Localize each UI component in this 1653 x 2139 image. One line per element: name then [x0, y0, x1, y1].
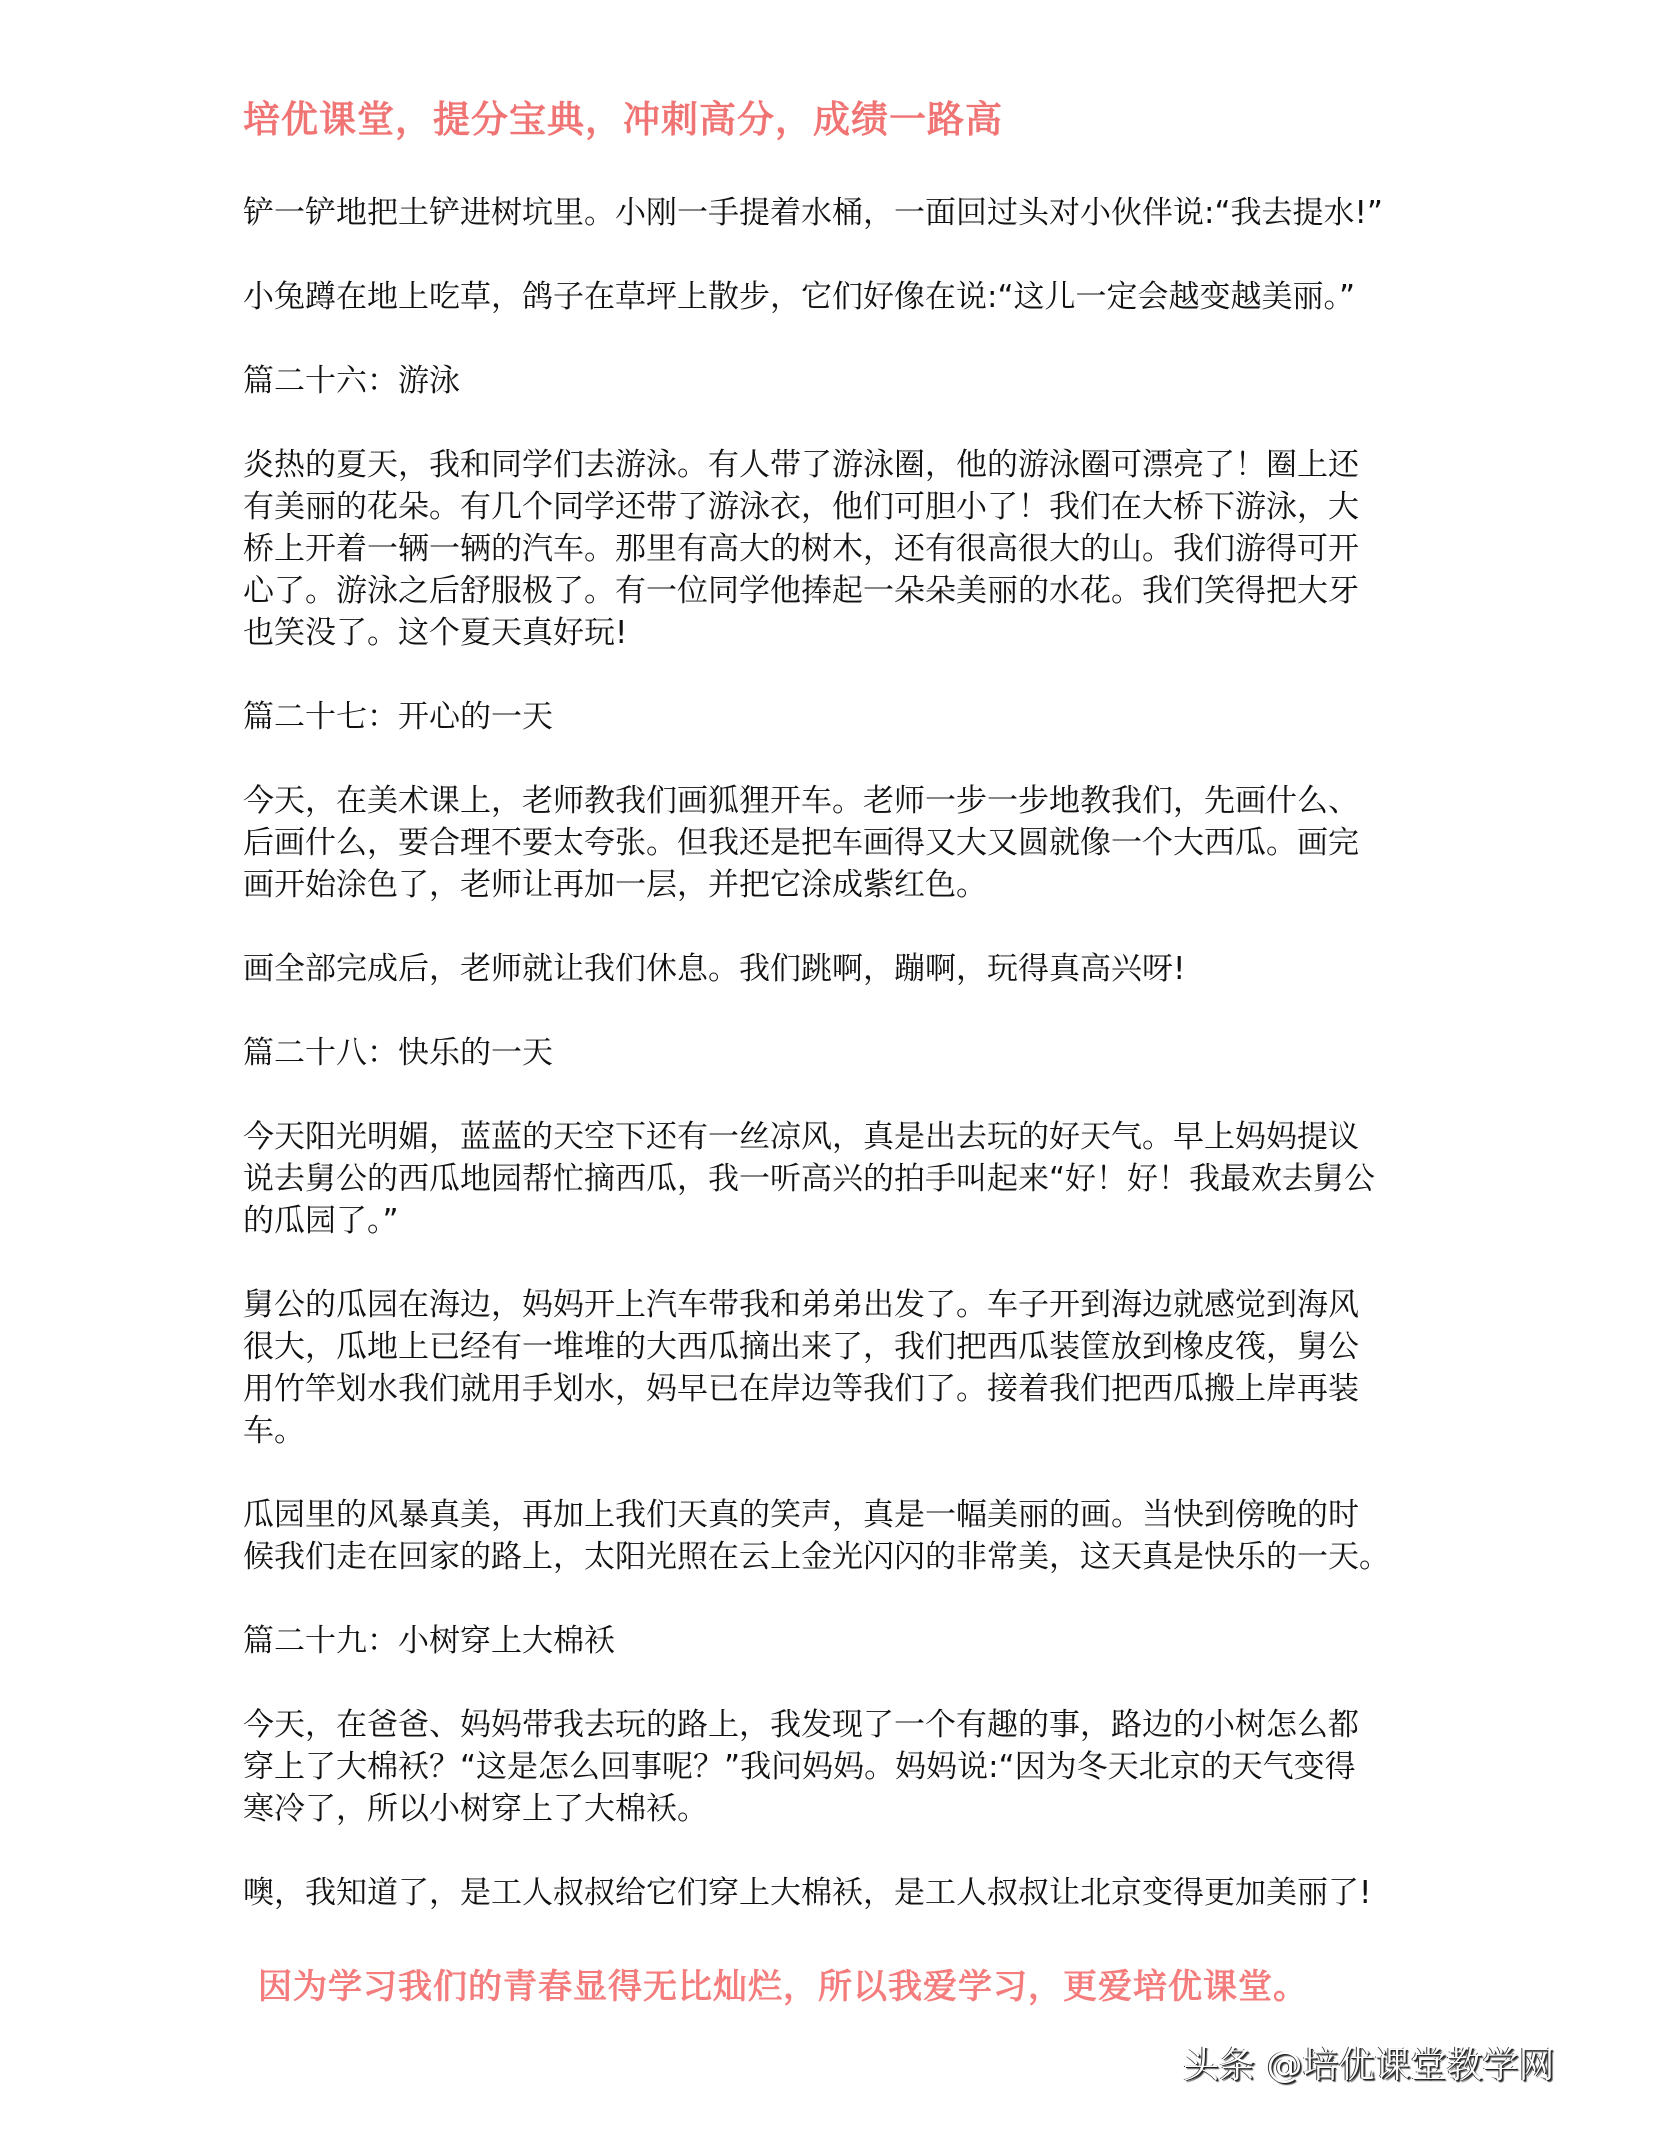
- paragraph-line: 今天，在爸爸、妈妈带我去玩的路上，我发现了一个有趣的事，路边的小树怎么都: [243, 1707, 1359, 1743]
- paragraph-line: 车。: [243, 1413, 305, 1449]
- paragraph-line: 很大，瓜地上已经有一堆堆的大西瓜摘出来了，我们把西瓜装筐放到橡皮筏，舅公: [243, 1329, 1359, 1365]
- paragraph-line: 穿上了大棉袄？“这是怎么回事呢？”我问妈妈。妈妈说:“因为冬天北京的天气变得: [243, 1749, 1356, 1785]
- paragraph-line: 铲一铲地把土铲进树坑里。小刚一手提着水桶，一面回过头对小伙伴说:“我去提水!”: [243, 195, 1383, 231]
- paragraph-line: 炎热的夏天，我和同学们去游泳。有人带了游泳圈，他的游泳圈可漂亮了！圈上还: [243, 447, 1359, 483]
- footer-slogan: 因为学习我们的青春显得无比灿烂，所以我爱学习，更爱培优课堂。: [258, 1967, 1308, 2007]
- paragraph: [243, 948, 1423, 990]
- paragraph: [243, 780, 1423, 906]
- section-heading: 篇二十七：开心的一天: [243, 699, 553, 735]
- paragraph-line: 噢，我知道了，是工人叔叔给它们穿上大棉袄，是工人叔叔让北京变得更加美丽了!: [243, 1875, 1372, 1911]
- section-heading: 篇二十六：游泳: [243, 363, 460, 399]
- paragraph-line: 说去舅公的西瓜地园帮忙摘西瓜，我一听高兴的拍手叫起来“好！好！我最欢去舅公: [243, 1161, 1376, 1197]
- paragraph-line: 心了。游泳之后舒服极了。有一位同学他捧起一朵朵美丽的水花。我们笑得把大牙: [243, 573, 1359, 609]
- paragraph: [243, 1704, 1423, 1830]
- paragraph: [243, 1116, 1423, 1242]
- paragraph-line: 舅公的瓜园在海边，妈妈开上汽车带我和弟弟出发了。车子开到海边就感觉到海风: [243, 1287, 1359, 1323]
- paragraph-line: 画全部完成后，老师就让我们休息。我们跳啊，蹦啊，玩得真高兴呀!: [243, 951, 1186, 987]
- paragraph-line: 后画什么，要合理不要太夸张。但我还是把车画得又大又圆就像一个大西瓜。画完: [243, 825, 1359, 861]
- paragraph: [243, 1872, 1423, 1914]
- paragraph: [243, 1284, 1423, 1452]
- paragraph: [243, 192, 1423, 234]
- paragraph-line: 桥上开着一辆一辆的汽车。那里有高大的树木，还有很高很大的山。我们游得可开: [243, 531, 1359, 567]
- paragraph: [243, 1494, 1423, 1578]
- source-watermark: 头条 @培优课堂教学网: [1183, 2045, 1555, 2086]
- paragraph-line: 有美丽的花朵。有几个同学还带了游泳衣，他们可胆小了！我们在大桥下游泳，大: [243, 489, 1359, 525]
- paragraph-line: 今天阳光明媚，蓝蓝的天空下还有一丝凉风，真是出去玩的好天气。早上妈妈提议: [243, 1119, 1359, 1155]
- document-body: [243, 192, 1423, 1956]
- paragraph-line: 的瓜园了。”: [243, 1203, 399, 1239]
- paragraph-line: 画开始涂色了，老师让再加一层，并把它涂成紫红色。: [243, 867, 987, 903]
- section-heading: 篇二十九：小树穿上大棉袄: [243, 1623, 615, 1659]
- paragraph-line: 小兔蹲在地上吃草，鸽子在草坪上散步，它们好像在说:“这儿一定会越变越美丽。”: [243, 279, 1356, 315]
- paragraph-line: 寒冷了，所以小树穿上了大棉袄。: [243, 1791, 708, 1827]
- paragraph-line: 也笑没了。这个夏天真好玩!: [243, 615, 628, 651]
- paragraph-line: 今天，在美术课上，老师教我们画狐狸开车。老师一步一步地教我们，先画什么、: [243, 783, 1359, 819]
- paragraph: [243, 444, 1423, 654]
- paragraph-line: 候我们走在回家的路上，太阳光照在云上金光闪闪的非常美，这天真是快乐的一天。: [243, 1539, 1390, 1575]
- page-title: 培优课堂，提分宝典，冲刺高分，成绩一路高: [243, 98, 1003, 141]
- section-heading: 篇二十八：快乐的一天: [243, 1035, 553, 1071]
- paragraph: [243, 276, 1423, 318]
- paragraph-line: 用竹竿划水我们就用手划水，妈早已在岸边等我们了。接着我们把西瓜搬上岸再装: [243, 1371, 1359, 1407]
- paragraph-line: 瓜园里的风暴真美，再加上我们天真的笑声，真是一幅美丽的画。当快到傍晚的时: [243, 1497, 1359, 1533]
